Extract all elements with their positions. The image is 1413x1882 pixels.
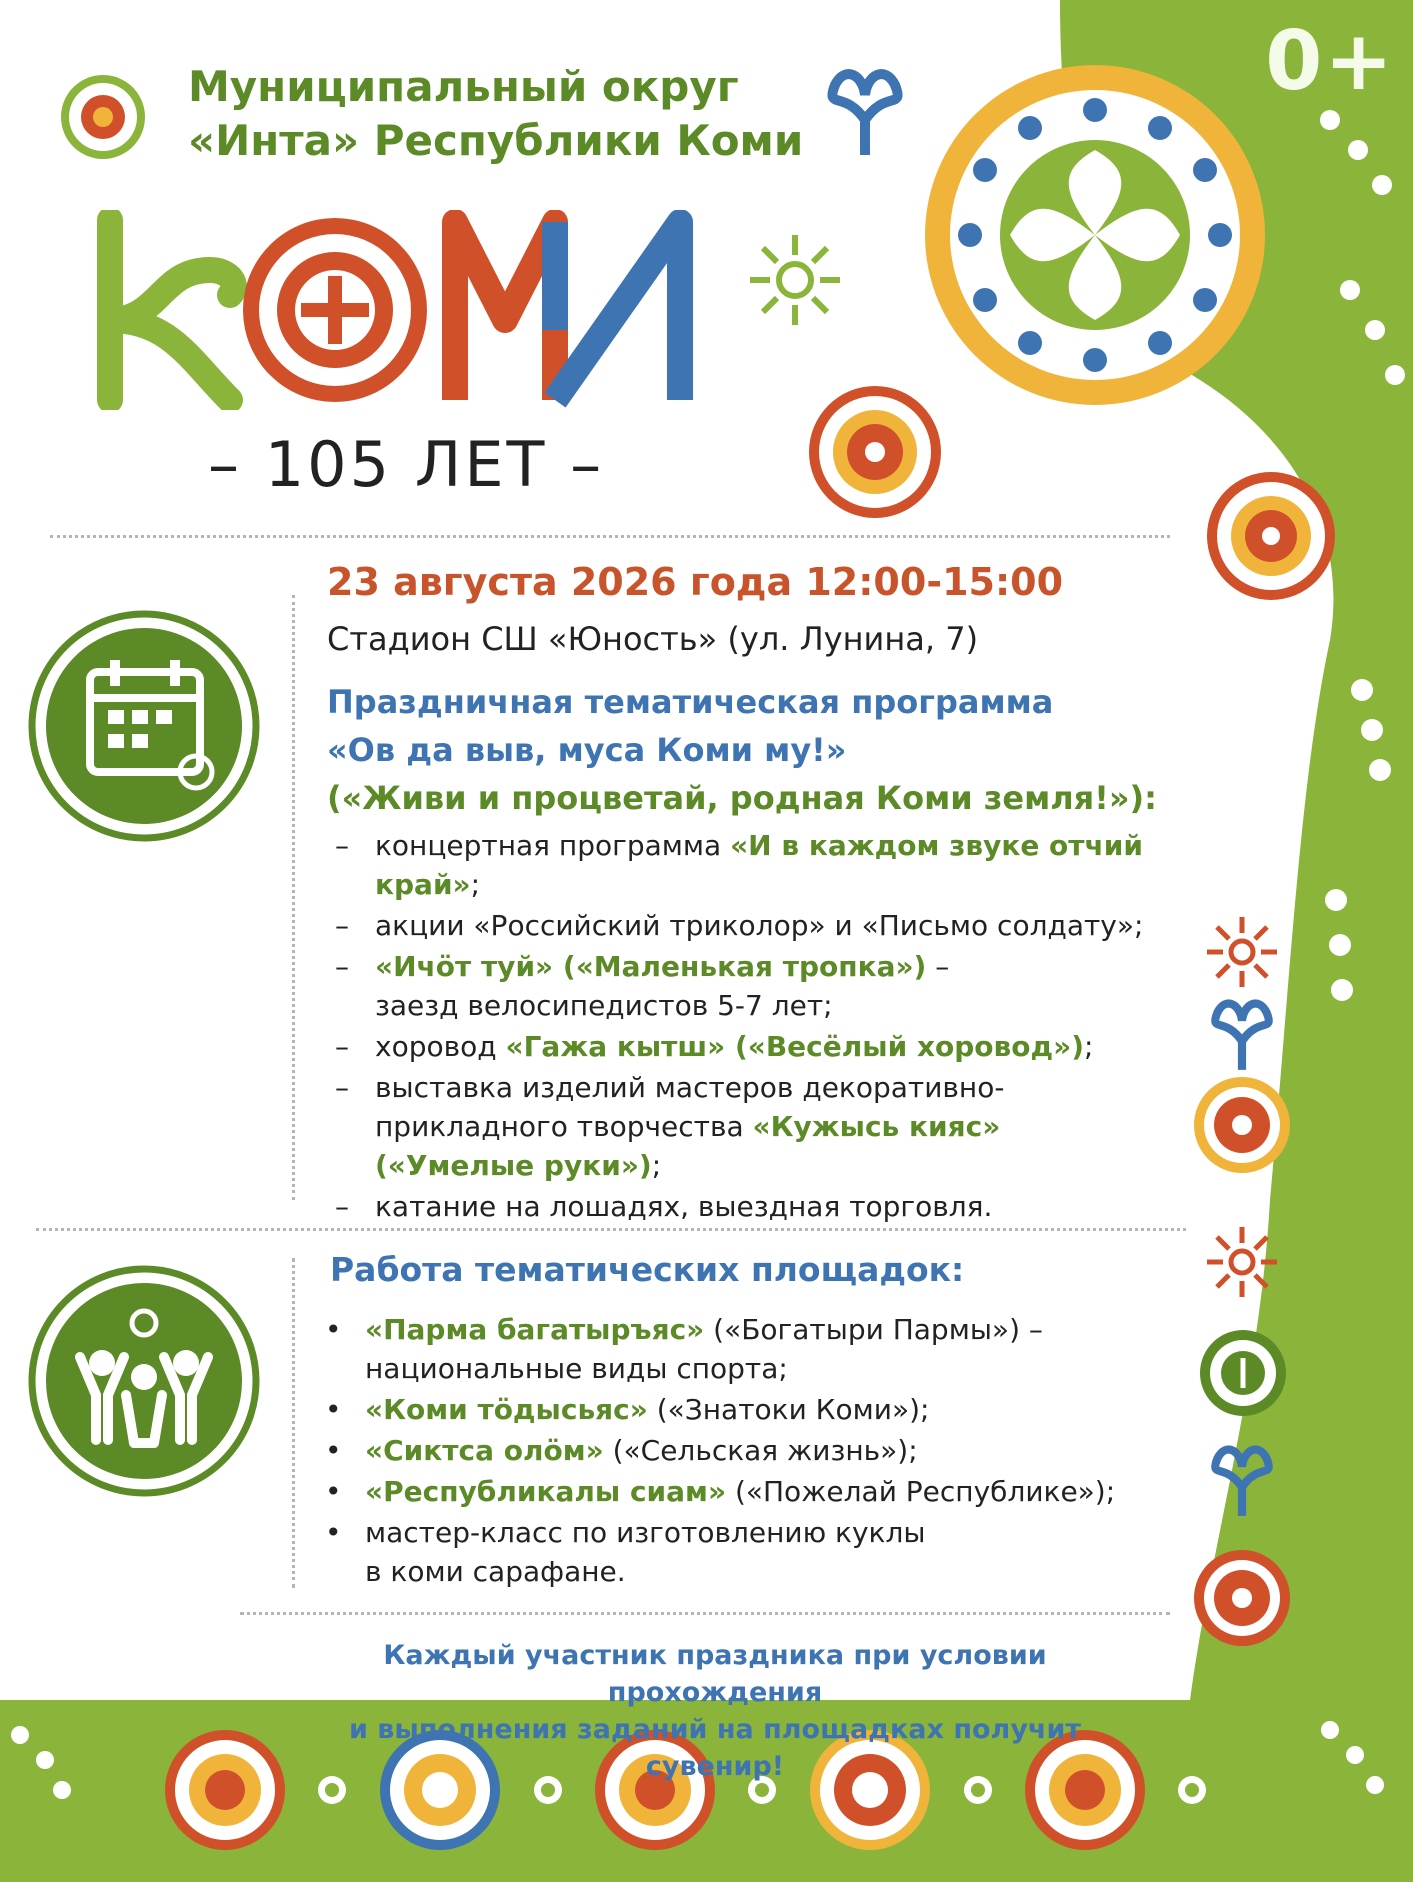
list-item-line xyxy=(375,1027,1195,1066)
list-item xyxy=(335,1068,1195,1185)
list-item-text: мастер-класс по изготовлению куклы xyxy=(365,1516,926,1549)
list-item-line xyxy=(375,986,1195,1025)
program-title xyxy=(327,678,1157,822)
program-list xyxy=(335,826,1195,1228)
list-marker: – xyxy=(335,1030,349,1063)
list-item xyxy=(325,1431,1185,1470)
list-item-line xyxy=(375,1187,1195,1226)
list-item-text: («Пожелай Республике»); xyxy=(726,1475,1116,1508)
list-item-text: ; xyxy=(651,1149,662,1182)
sun-ornament-icon xyxy=(745,230,845,330)
calendar-icon xyxy=(28,610,260,842)
list-item-line xyxy=(375,947,1195,986)
list-item-text: («Знатоки Коми»); xyxy=(647,1393,930,1426)
section-divider xyxy=(240,1612,1170,1615)
list-item-highlight: («Умелые руки») xyxy=(375,1149,652,1182)
heart-ornament-icon xyxy=(825,60,905,160)
footer-note-line-1: Каждый участник праздника при условии прохождения xyxy=(383,1640,1047,1708)
list-item-text: заезд велосипедистов 5-7 лет; xyxy=(375,989,833,1022)
list-marker: – xyxy=(335,1190,349,1223)
list-item-highlight: «Гажа кытш» («Весёлый хоровод») xyxy=(505,1030,1084,1063)
program-title-line-3: («Живи и процветай, родная Коми земля!»): xyxy=(327,779,1157,817)
list-item xyxy=(325,1390,1185,1429)
list-item-text: катание на лошадях, выездная торговля. xyxy=(375,1190,993,1223)
ornament-medallion-icon xyxy=(1203,468,1339,604)
event-venue: Стадион СШ «Юность» (ул. Лунина, 7) xyxy=(327,620,979,658)
footer-note xyxy=(290,1637,1140,1785)
program-title-line-2: «Ов да выв, муса Коми му!» xyxy=(327,731,847,769)
list-item xyxy=(335,906,1195,945)
list-item xyxy=(335,826,1195,904)
organization-line-2: «Инта» Республики Коми xyxy=(188,116,804,165)
list-item-text: («Сельская жизнь»); xyxy=(603,1434,918,1467)
list-marker: – xyxy=(335,829,349,862)
title-letter-o xyxy=(243,218,427,402)
list-item-line xyxy=(375,826,1195,904)
list-item-line xyxy=(365,1310,1185,1349)
column-divider xyxy=(292,1258,295,1588)
age-rating: 0+ xyxy=(1265,14,1395,109)
list-item-line xyxy=(365,1431,1185,1470)
list-item xyxy=(325,1310,1185,1388)
list-item xyxy=(335,947,1195,1025)
list-item-text: – xyxy=(926,950,950,983)
list-item-line xyxy=(375,1107,1195,1146)
ornament-medallion-icon xyxy=(805,382,945,522)
list-item-text: выставка изделий мастеров декоративно- xyxy=(375,1071,1005,1104)
list-item xyxy=(325,1513,1185,1591)
ornament-medallion-icon xyxy=(1198,1328,1288,1418)
title-letter-m xyxy=(455,222,555,400)
list-item-text: акции «Российский триколор» и «Письмо солдату»; xyxy=(375,909,1144,942)
list-item-text: концертная программа xyxy=(375,829,731,862)
list-item-highlight: «Сиктса олӧм» xyxy=(365,1434,604,1467)
list-marker: – xyxy=(335,909,349,942)
list-item-text: национальные виды спорта; xyxy=(365,1352,788,1385)
list-marker: – xyxy=(335,950,349,983)
list-item-highlight: «Кужысь кияс» xyxy=(752,1110,1001,1143)
list-item-text: ; xyxy=(1083,1030,1094,1063)
list-item-highlight: «Парма багатыръяс» xyxy=(365,1313,705,1346)
list-marker: • xyxy=(325,1313,342,1346)
list-item-line xyxy=(375,1146,1195,1185)
program-title-line-1: Праздничная тематическая программа xyxy=(327,683,1054,721)
list-item-line xyxy=(375,1068,1195,1107)
list-item-highlight: «Коми тӧдысьяс» xyxy=(365,1393,648,1426)
list-item-line xyxy=(365,1552,1185,1591)
list-item-line xyxy=(365,1349,1185,1388)
people-icon xyxy=(28,1265,260,1497)
organization-name xyxy=(188,60,803,168)
list-item-highlight: «Республикалы сиам» xyxy=(365,1475,727,1508)
list-item-text: («Богатыри Пармы») – xyxy=(704,1313,1043,1346)
list-marker: • xyxy=(325,1516,342,1549)
event-datetime: 23 августа 2026 года 12:00-15:00 xyxy=(327,560,1064,604)
footer-note-line-2: и выполнения заданий на площадках получит сувенир! xyxy=(348,1714,1082,1782)
title-text: КОМИ xyxy=(80,210,84,211)
sun-ornament-icon xyxy=(1205,915,1279,989)
list-item xyxy=(325,1472,1185,1511)
list-item-highlight: «Ичӧт туй» («Маленькая тропка») xyxy=(375,950,927,983)
page-title xyxy=(80,210,730,410)
list-item-text: прикладного творчества xyxy=(375,1110,753,1143)
list-item-line xyxy=(365,1472,1185,1511)
list-marker: • xyxy=(325,1434,342,1467)
heart-ornament-icon xyxy=(1205,1438,1279,1520)
list-item-text: в коми сарафане. xyxy=(365,1555,626,1588)
column-divider xyxy=(292,595,295,1200)
ornament-medallion-icon xyxy=(1192,1548,1292,1648)
list-item-line xyxy=(365,1513,1185,1552)
ornament-medallion-icon xyxy=(1192,1075,1292,1175)
anniversary-label: – 105 ЛЕТ – xyxy=(208,428,605,501)
list-item-highlight: «И в каждом звуке отчий край» xyxy=(375,829,1143,901)
organization-line-1: Муниципальный округ xyxy=(188,62,739,111)
zones-title: Работа тематических площадок: xyxy=(330,1250,965,1289)
section-divider xyxy=(36,1228,1186,1231)
title-letter-k xyxy=(110,220,234,400)
list-marker: • xyxy=(325,1393,342,1426)
heart-ornament-icon xyxy=(1205,992,1279,1074)
list-marker: • xyxy=(325,1475,342,1508)
list-item-text: хоровод xyxy=(375,1030,506,1063)
list-item-text: ; xyxy=(470,868,481,901)
list-item-line xyxy=(375,906,1195,945)
ornament-medallion-icon xyxy=(58,72,148,162)
list-item xyxy=(335,1187,1195,1226)
title-letter-i xyxy=(555,222,680,400)
list-item xyxy=(335,1027,1195,1066)
list-item-line xyxy=(365,1390,1185,1429)
list-marker: – xyxy=(335,1071,349,1104)
zones-list xyxy=(325,1310,1185,1593)
sun-ornament-icon xyxy=(1205,1225,1279,1299)
section-divider xyxy=(50,535,1170,538)
